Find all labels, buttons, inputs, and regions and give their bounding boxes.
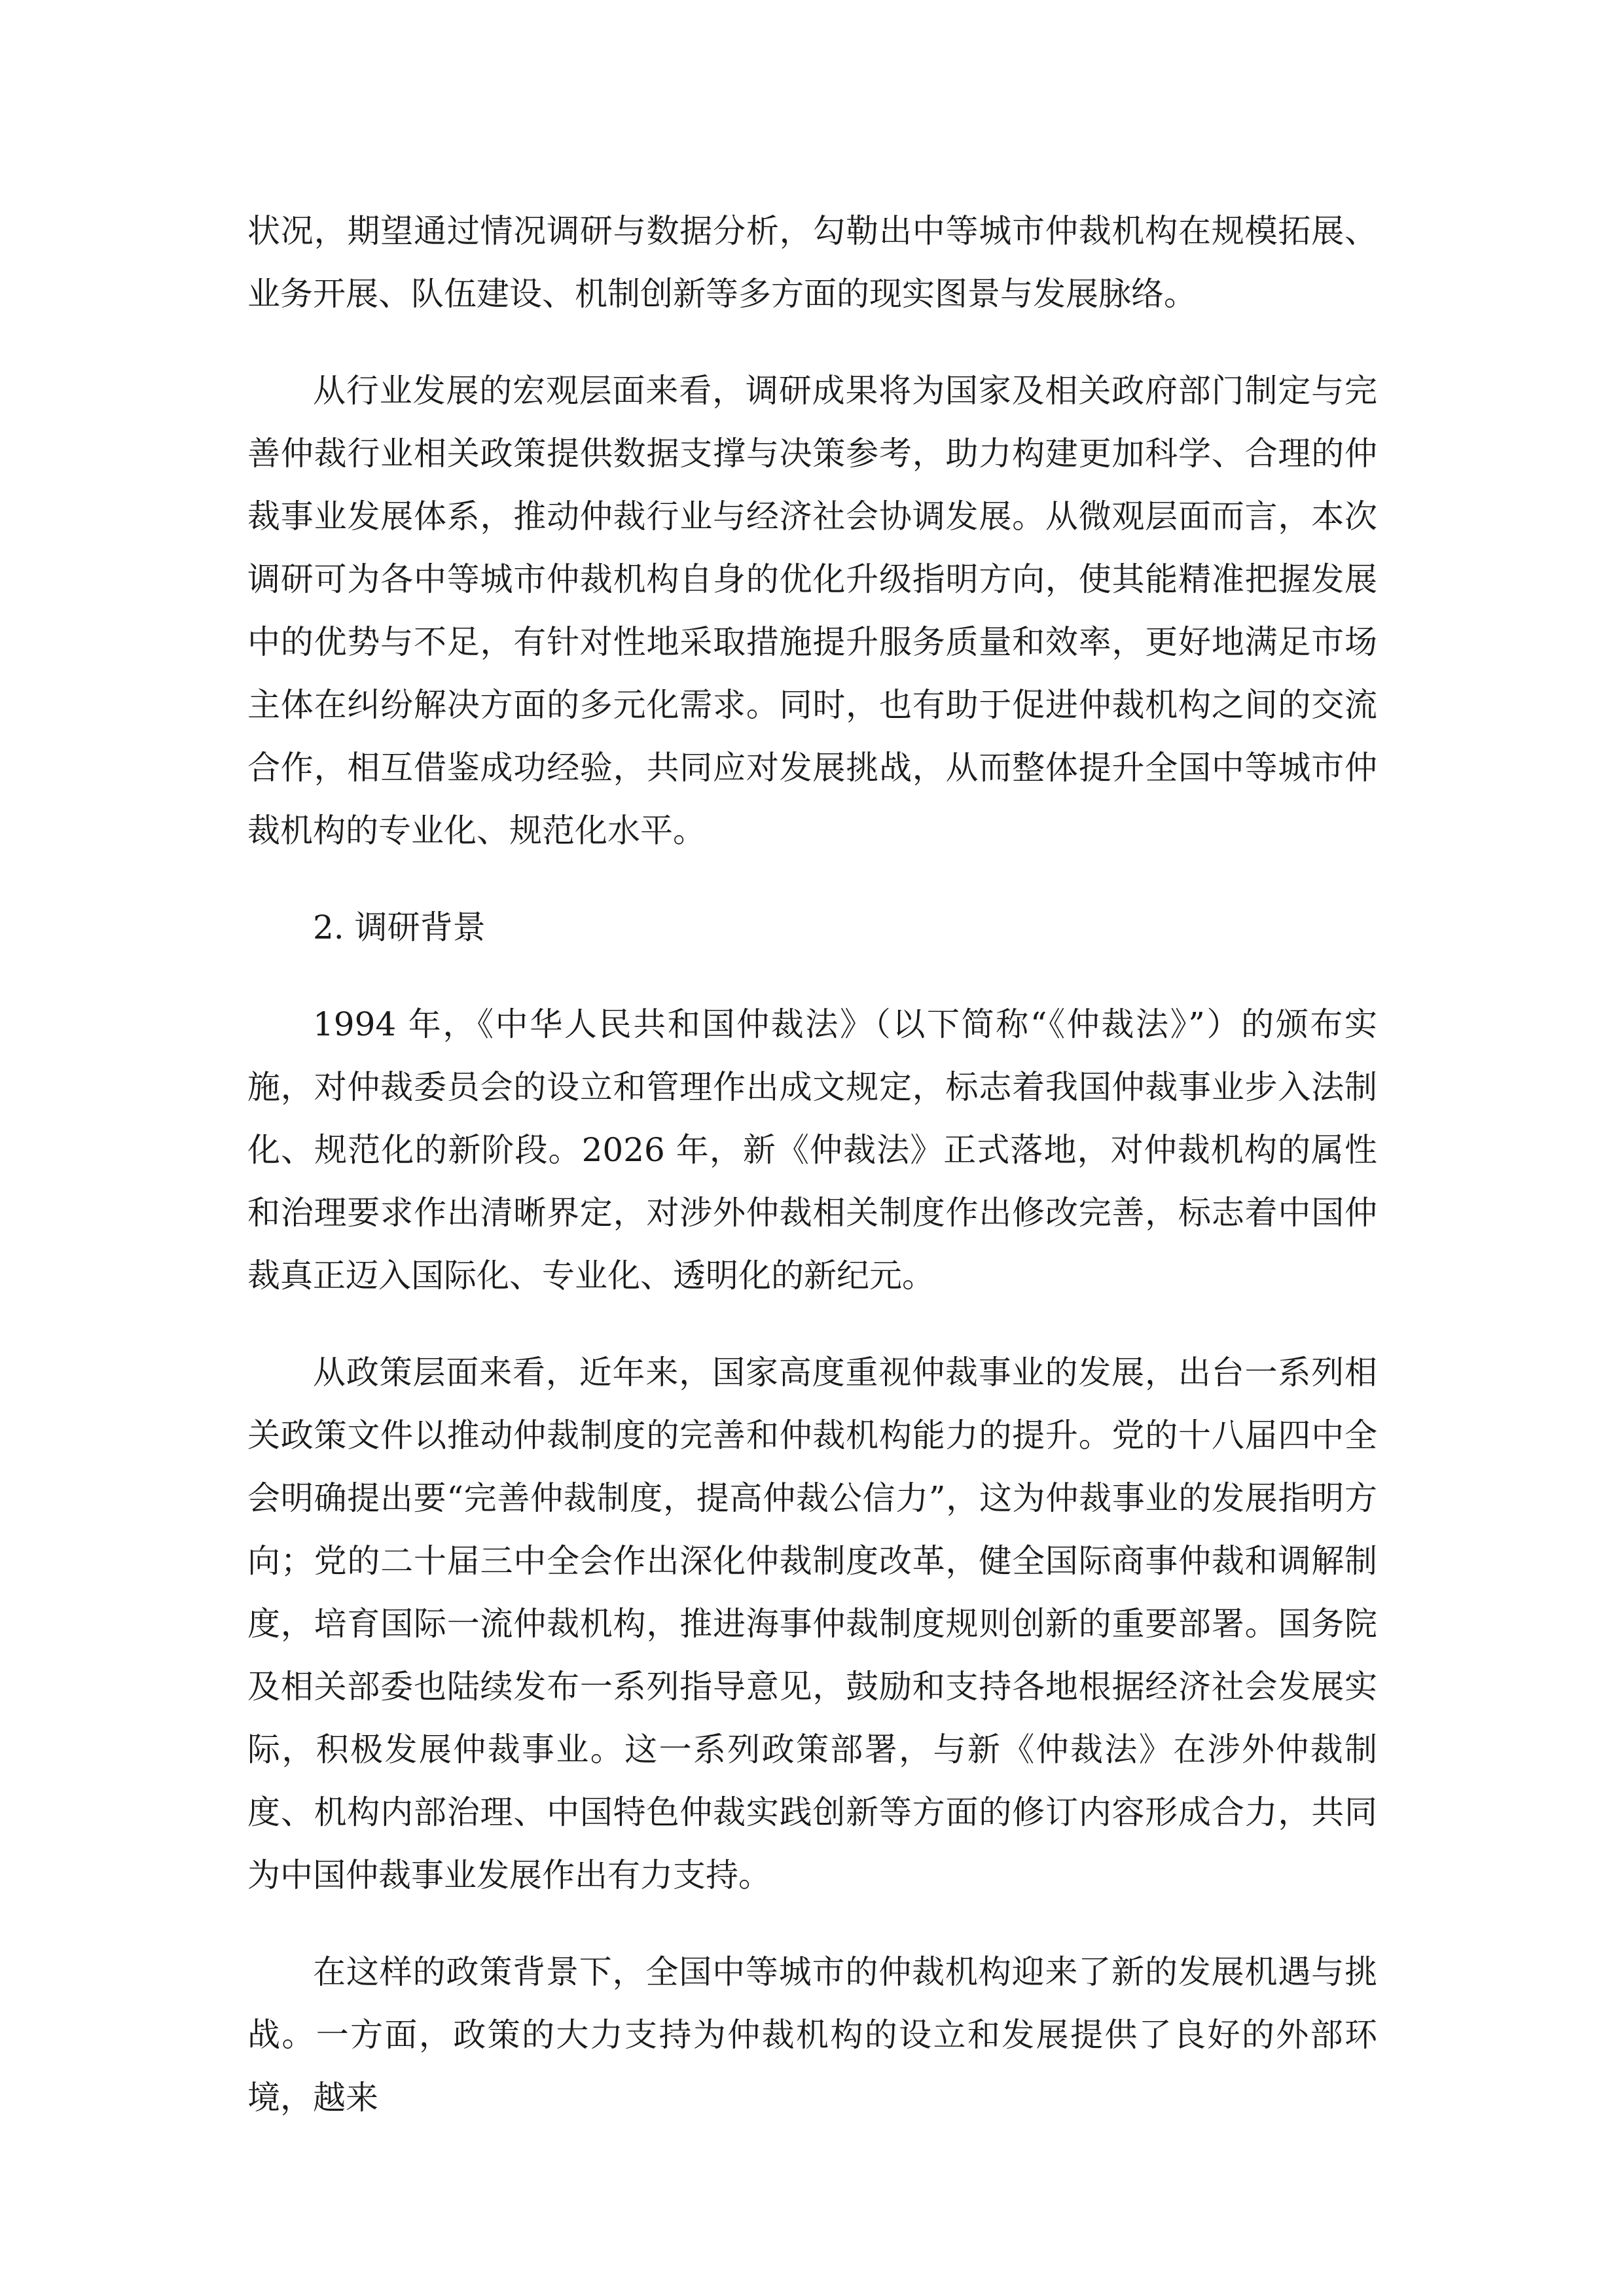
paragraph-continuation: 状况，期望通过情况调研与数据分析，勾勒出中等城市仲裁机构在规模拓展、业务开展、队伍建设、机制创新等多方面的现实图景与发展脉络。 <box>247 212 1377 313</box>
paragraph-significance: 从行业发展的宏观层面来看，调研成果将为国家及相关政府部门制定与完善仲裁行业相关政策提供数据支撑与决策参考，助力构建更加科学、合理的仲裁事业发展体系，推动仲裁行业与经济社会协调发展。从微观层面而言，本次调研可为各中等城市仲裁机构自身的优化升级指明方向，使其能精准把握发展中的优势与不足，有针对性地采取措施提升服务质量和效率，更好地满足市场主体在纠纷解决方面的多元化需求。同时，也有助于促进仲裁机构之间的交流合作，相互借鉴成功经验，共同应对发展挑战，从而整体提升全国中等城市仲裁机构的专业化、规范化水平。 <box>247 372 1377 850</box>
document-body <box>247 200 1377 2163</box>
paragraph-law-history: 1994 年，《中华人民共和国仲裁法》（以下简称“《仲裁法》”）的颁布实施，对仲裁委员会的设立和管理作出成文规定，标志着我国仲裁事业步入法制化、规范化的新阶段。2026 年，新《仲裁法》正式落地，对仲裁机构的属性和治理要求作出清晰界定，对涉外仲裁相关制度作出修改完善，标志着中国仲裁真正迈入国际化、专业化、透明化的新纪元。 <box>247 1005 1377 1295</box>
paragraph-opportunities: 在这样的政策背景下，全国中等城市的仲裁机构迎来了新的发展机遇与挑战。一方面，政策的大力支持为仲裁机构的设立和发展提供了良好的外部环境，越来 <box>247 1953 1377 2117</box>
paragraph-policy: 从政策层面来看，近年来，国家高度重视仲裁事业的发展，出台一系列相关政策文件以推动仲裁制度的完善和仲裁机构能力的提升。党的十八届四中全会明确提出要“完善仲裁制度，提高仲裁公信力”，这为仲裁事业的发展指明方向；党的二十届三中全会作出深化仲裁制度改革，健全国际商事仲裁和调解制度，培育国际一流仲裁机构，推进海事仲裁制度规则创新的重要部署。国务院及相关部委也陆续发布一系列指导意见，鼓励和支持各地根据经济社会发展实际，积极发展仲裁事业。这一系列政策部署，与新《仲裁法》在涉外仲裁制度、机构内部治理、中国特色仲裁实践创新等方面的修订内容形成合力，共同为中国仲裁事业发展作出有力支持。 <box>247 1354 1377 1894</box>
section-heading: 2. 调研背景 <box>313 908 486 946</box>
